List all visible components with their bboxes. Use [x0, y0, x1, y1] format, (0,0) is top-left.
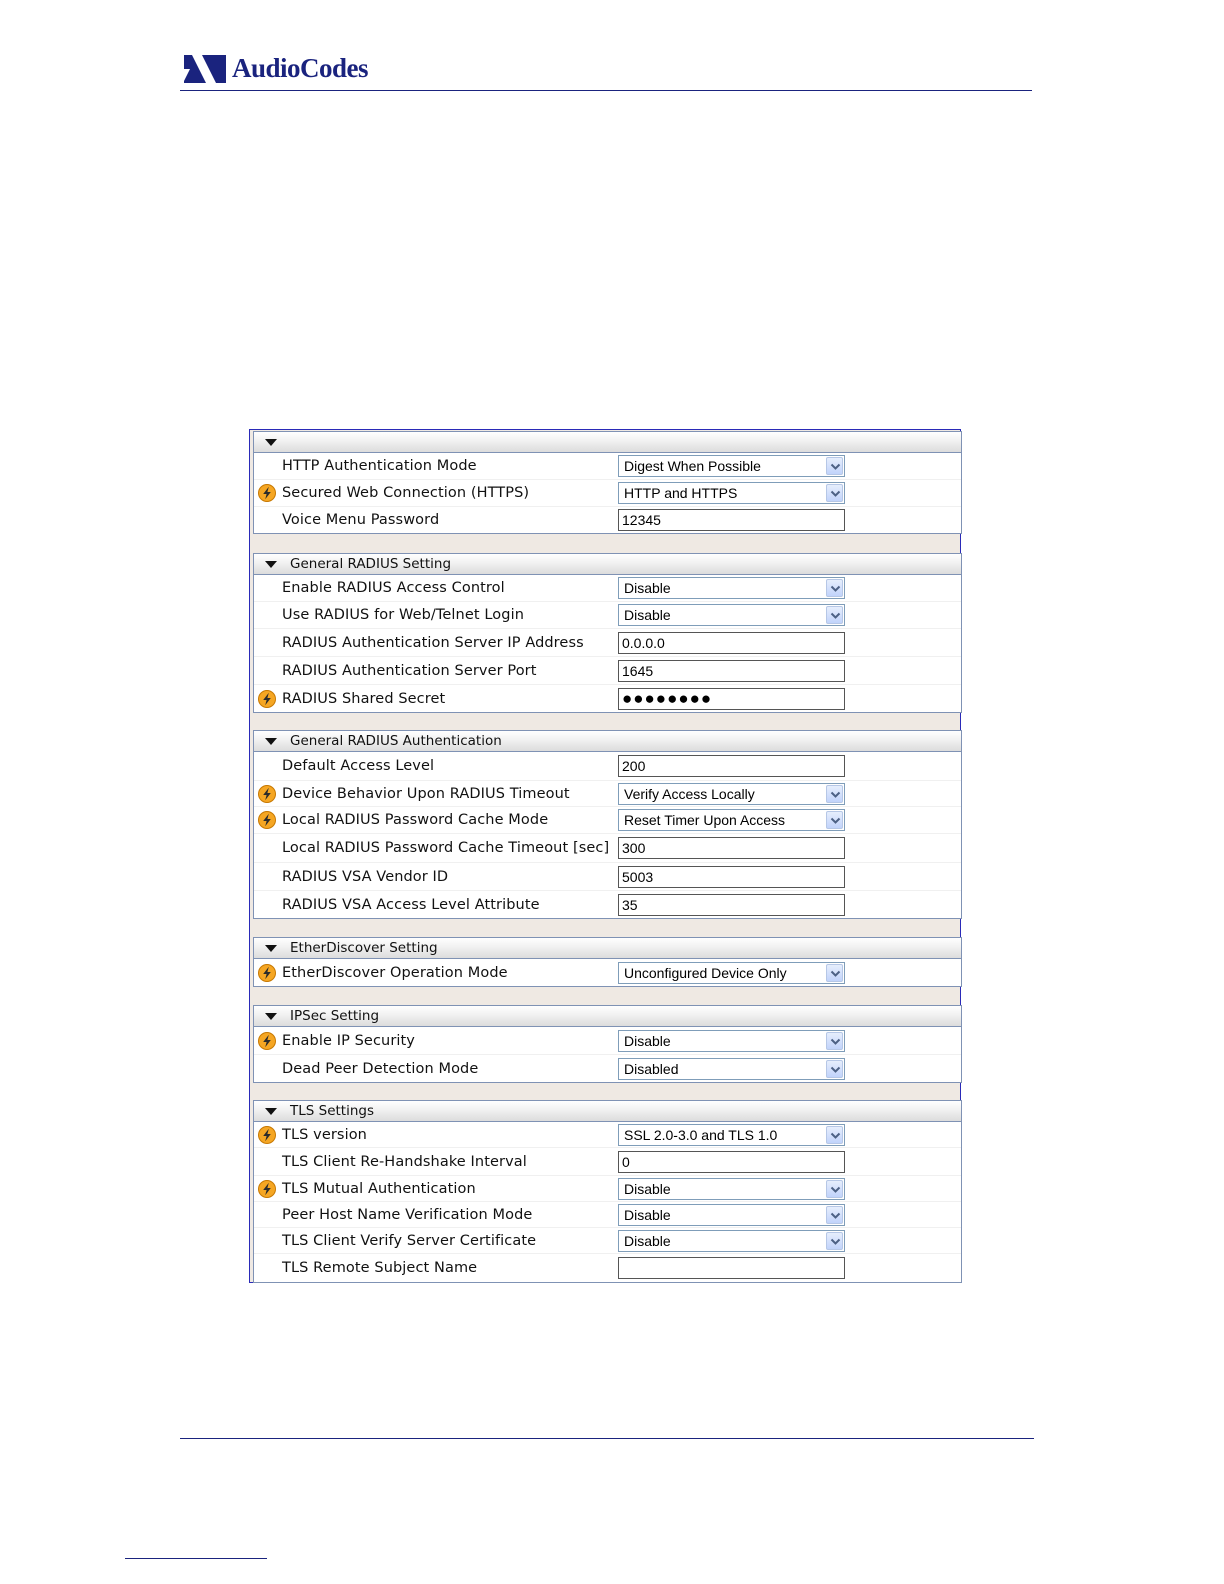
field-value: 200	[622, 758, 646, 774]
setting-row-tls-remote-subject-name	[254, 1253, 961, 1282]
chevron-down-icon[interactable]	[826, 785, 843, 803]
reset-required-icon	[258, 964, 276, 982]
setting-row-http-authentication-mode	[254, 453, 961, 479]
chevron-down-icon[interactable]	[826, 1232, 843, 1250]
setting-row-dead-peer-detection-mode	[254, 1054, 961, 1082]
enable-ip-security-dropdown[interactable]	[618, 1030, 845, 1052]
radius-shared-secret-password-field[interactable]	[618, 688, 845, 710]
tls-client-verify-server-certificate-dropdown[interactable]	[618, 1230, 845, 1252]
section-header[interactable]	[254, 1100, 961, 1122]
chevron-down-icon[interactable]	[826, 1180, 843, 1198]
field-value: 0	[622, 1153, 630, 1170]
setting-label: Enable RADIUS Access Control	[282, 580, 505, 596]
setting-label: EtherDiscover Operation Mode	[282, 964, 508, 981]
peer-host-name-verification-mode-dropdown[interactable]	[618, 1204, 845, 1226]
section-web-security	[253, 431, 962, 534]
section-header[interactable]	[254, 730, 961, 752]
web-security-settings-panel	[249, 429, 961, 1283]
selected-value: Disable	[624, 1032, 671, 1049]
reset-required-icon	[258, 785, 276, 803]
setting-row-voice-menu-password	[254, 506, 961, 533]
setting-row-tls-version	[254, 1122, 961, 1147]
section-header[interactable]	[254, 937, 961, 959]
field-value: 0.0.0.0	[622, 634, 665, 651]
logo-text: AudioCodes	[232, 53, 369, 83]
tls-version-dropdown[interactable]	[618, 1124, 845, 1146]
section-title: General RADIUS Authentication	[290, 733, 502, 749]
setting-label: Default Access Level	[282, 758, 435, 774]
setting-label: Secured Web Connection (HTTPS)	[282, 485, 530, 501]
setting-row-secured-web-connection-https	[254, 479, 961, 506]
chevron-down-icon[interactable]	[826, 484, 843, 502]
collapse-arrow-icon[interactable]	[265, 738, 277, 745]
setting-label: TLS Mutual Authentication	[282, 1180, 476, 1197]
collapse-arrow-icon[interactable]	[265, 1108, 277, 1115]
setting-row-use-radius-for-web-telnet-login	[254, 601, 961, 628]
setting-row-radius-authentication-server-port	[254, 656, 961, 684]
radius-authentication-server-port-field[interactable]	[618, 660, 845, 682]
section-header[interactable]	[254, 553, 961, 575]
setting-row-local-radius-password-cache-timeout-sec	[254, 833, 961, 862]
chevron-down-icon[interactable]	[826, 606, 843, 624]
setting-label: Dead Peer Detection Mode	[282, 1060, 479, 1077]
selected-value: Disable	[624, 580, 671, 596]
chevron-down-icon[interactable]	[826, 964, 843, 982]
http-authentication-mode-dropdown[interactable]	[618, 455, 845, 477]
chevron-down-icon[interactable]	[826, 1060, 843, 1078]
selected-value: Digest When Possible	[624, 458, 761, 474]
selected-value: HTTP and HTTPS	[624, 485, 738, 501]
selected-value: Verify Access Locally	[624, 785, 755, 802]
radius-authentication-server-ip-address-field[interactable]	[618, 632, 845, 654]
setting-row-default-access-level	[254, 752, 961, 780]
chevron-down-icon[interactable]	[826, 457, 843, 475]
collapse-arrow-icon[interactable]	[265, 561, 277, 568]
field-value: 35	[622, 896, 638, 913]
radius-vsa-access-level-attribute-field[interactable]	[618, 894, 845, 916]
setting-label: Voice Menu Password	[282, 512, 440, 528]
selected-value: Reset Timer Upon Access	[624, 812, 786, 828]
section-tls-settings	[253, 1100, 962, 1283]
section-general-radius-setting	[253, 553, 962, 713]
setting-label: TLS Client Verify Server Certificate	[282, 1232, 537, 1249]
selected-value: Unconfigured Device Only	[624, 964, 787, 981]
reset-required-icon	[258, 1180, 276, 1198]
section-header[interactable]	[254, 431, 961, 453]
setting-label: RADIUS VSA Vendor ID	[282, 868, 449, 885]
section-title: TLS Settings	[290, 1103, 374, 1119]
reset-required-icon	[258, 1032, 276, 1050]
field-value: 1645	[622, 662, 654, 679]
field-value: 12345	[622, 512, 661, 528]
field-value: 5003	[622, 868, 654, 885]
setting-row-local-radius-password-cache-mode	[254, 806, 961, 833]
dead-peer-detection-mode-dropdown[interactable]	[618, 1058, 845, 1080]
setting-row-enable-ip-security	[254, 1027, 961, 1054]
setting-label: HTTP Authentication Mode	[282, 458, 477, 474]
section-etherdiscover-setting	[253, 937, 962, 987]
tls-remote-subject-name-field[interactable]	[618, 1257, 845, 1279]
enable-radius-access-control-dropdown[interactable]	[618, 577, 845, 599]
collapse-arrow-icon[interactable]	[265, 439, 277, 446]
selected-value: SSL 2.0-3.0 and TLS 1.0	[624, 1126, 778, 1143]
setting-label: Local RADIUS Password Cache Timeout [sec]	[282, 840, 610, 856]
chevron-down-icon[interactable]	[826, 579, 843, 597]
device-behavior-upon-radius-timeout-dropdown[interactable]	[618, 783, 845, 805]
section-title: IPSec Setting	[290, 1008, 380, 1024]
setting-label: TLS version	[282, 1126, 367, 1143]
footer-rule	[180, 1438, 1034, 1439]
selected-value: Disable	[624, 607, 671, 623]
setting-row-enable-radius-access-control	[254, 575, 961, 601]
footnote-rule	[125, 1558, 267, 1559]
reset-required-icon	[258, 811, 276, 829]
setting-label: Local RADIUS Password Cache Mode	[282, 812, 549, 828]
radius-vsa-vendor-id-field[interactable]	[618, 866, 845, 888]
local-radius-password-cache-mode-dropdown[interactable]	[618, 809, 845, 831]
secured-web-connection-https-dropdown[interactable]	[618, 482, 845, 504]
section-header[interactable]	[254, 1005, 961, 1027]
setting-row-tls-client-re-handshake-interval	[254, 1147, 961, 1175]
selected-value: Disable	[624, 1232, 671, 1249]
setting-label: Use RADIUS for Web/Telnet Login	[282, 607, 524, 623]
setting-row-tls-client-verify-server-certificate	[254, 1227, 961, 1253]
reset-required-icon	[258, 1126, 276, 1144]
setting-label: Device Behavior Upon RADIUS Timeout	[282, 785, 570, 802]
setting-label: RADIUS Authentication Server IP Address	[282, 634, 584, 651]
etherdiscover-operation-mode-dropdown[interactable]	[618, 962, 845, 984]
default-access-level-field[interactable]	[618, 755, 845, 777]
local-radius-password-cache-timeout-sec-field[interactable]	[618, 837, 845, 859]
chevron-down-icon[interactable]	[826, 811, 843, 829]
reset-required-icon	[258, 690, 276, 708]
setting-row-etherdiscover-operation-mode	[254, 959, 961, 986]
selected-value: Disabled	[624, 1060, 679, 1077]
logo-mark-icon	[182, 51, 228, 85]
audiocodes-logo	[182, 50, 368, 86]
chevron-down-icon[interactable]	[826, 1126, 843, 1144]
setting-row-radius-vsa-vendor-id	[254, 862, 961, 890]
header-rule	[180, 90, 1032, 91]
tls-client-re-handshake-interval-field[interactable]	[618, 1151, 845, 1173]
section-general-radius-authentication	[253, 730, 962, 919]
collapse-arrow-icon[interactable]	[265, 1013, 277, 1020]
setting-row-radius-shared-secret	[254, 684, 961, 712]
reset-required-icon	[258, 484, 276, 502]
setting-label: RADIUS VSA Access Level Attribute	[282, 896, 540, 913]
chevron-down-icon[interactable]	[826, 1032, 843, 1050]
tls-mutual-authentication-dropdown[interactable]	[618, 1178, 845, 1200]
setting-row-device-behavior-upon-radius-timeout	[254, 780, 961, 806]
collapse-arrow-icon[interactable]	[265, 945, 277, 952]
section-title: EtherDiscover Setting	[290, 940, 438, 956]
chevron-down-icon[interactable]	[826, 1206, 843, 1224]
setting-label: RADIUS Authentication Server Port	[282, 662, 537, 679]
setting-row-radius-authentication-server-ip-address	[254, 628, 961, 656]
setting-label: Enable IP Security	[282, 1032, 415, 1049]
setting-row-tls-mutual-authentication	[254, 1175, 961, 1201]
setting-label: RADIUS Shared Secret	[282, 690, 446, 707]
setting-row-radius-vsa-access-level-attribute	[254, 890, 961, 918]
use-radius-for-web-telnet-login-dropdown[interactable]	[618, 604, 845, 626]
field-value: 300	[622, 840, 646, 856]
setting-row-peer-host-name-verification-mode	[254, 1201, 961, 1227]
selected-value: Disable	[624, 1206, 671, 1223]
selected-value: Disable	[624, 1180, 671, 1197]
section-ipsec-setting	[253, 1005, 962, 1083]
section-title: General RADIUS Setting	[290, 556, 452, 572]
setting-label: Peer Host Name Verification Mode	[282, 1206, 533, 1223]
setting-label: TLS Client Re-Handshake Interval	[282, 1153, 527, 1170]
setting-label: TLS Remote Subject Name	[282, 1260, 478, 1276]
masked-value: ●●●●●●●●	[622, 688, 713, 708]
voice-menu-password-field[interactable]	[618, 509, 845, 531]
